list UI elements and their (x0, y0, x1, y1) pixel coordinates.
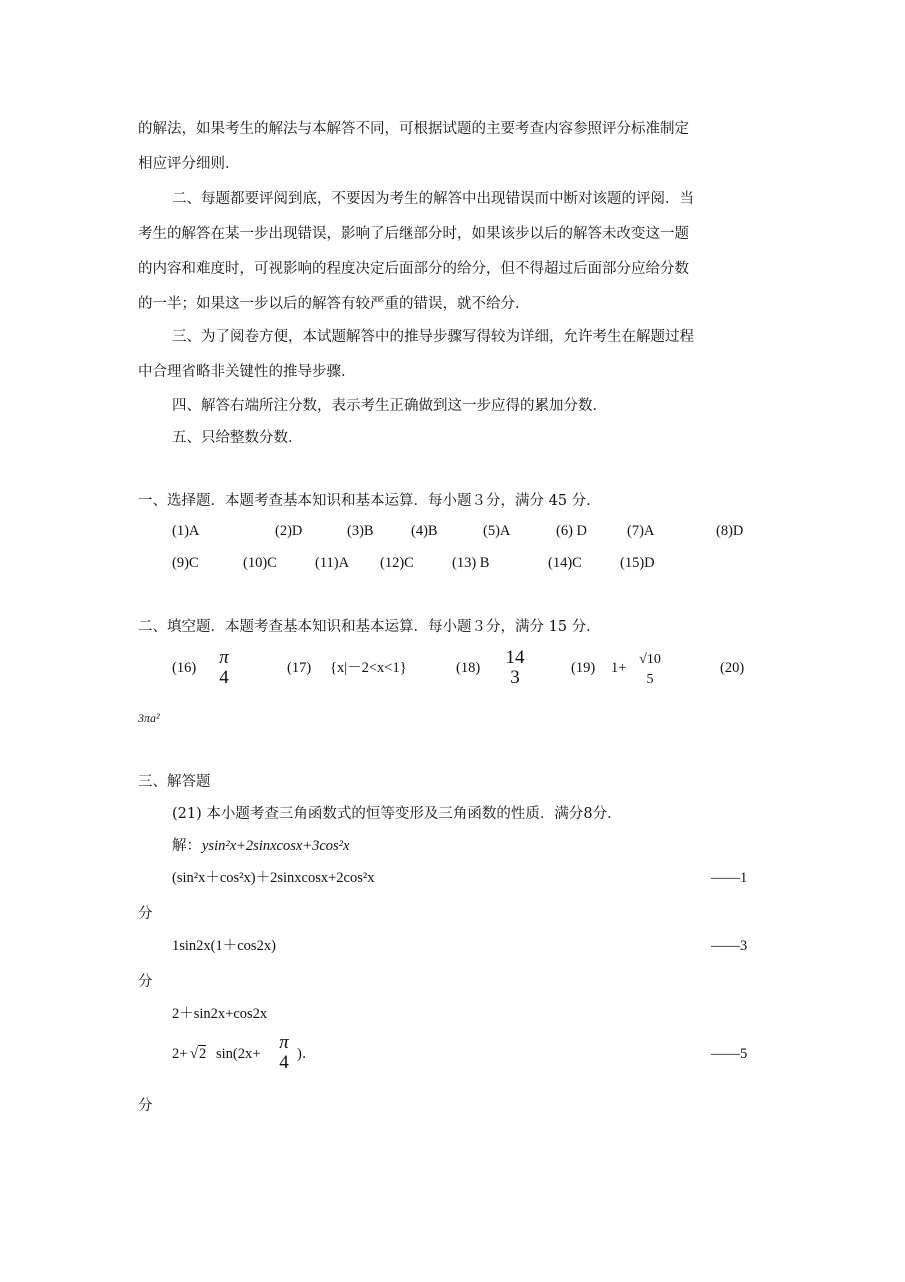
rule-4: 四、解答右端所注分数，表示考生正确做到这一步应得的累加分数． (172, 398, 607, 414)
answer-1: (1)A (172, 523, 200, 539)
q20-answer: 3πa² (138, 711, 160, 725)
rule-2-line-4: 的一半；如果这一步以后的解答有较严重的错误，就不给分． (138, 296, 530, 312)
q21-intro: (21) 本小题考查三角函数式的恒等变形及三角函数的性质．满分8分． (172, 806, 622, 822)
q18-label: (18) (456, 660, 481, 676)
solution-label: 解： (172, 838, 201, 854)
answer-5: (5)A (483, 523, 511, 539)
step-4-score: ——5 (711, 1046, 748, 1062)
answer-4: (4)B (411, 523, 438, 539)
q19-prefix: 1+ (611, 660, 627, 676)
q18-numerator: 14 (505, 647, 525, 668)
section1-heading: 一、选择题．本题考查基本知识和基本运算．每小题３分，满分 45 分． (138, 493, 601, 509)
step-2-score-unit: 分 (138, 974, 153, 990)
solution-step-1: (sin²x＋cos²x)＋2sinxcosx+2cos²x (172, 870, 375, 886)
step-1-score-unit: 分 (138, 906, 153, 922)
intro-line-2: 相应评分细则． (138, 156, 240, 172)
answer-13: (13) B (452, 555, 490, 571)
answer-6: (6) D (556, 523, 588, 539)
answer-10: (10)C (243, 555, 277, 571)
intro-line-1: 的解法，如果考生的解法与本解答不同，可根据试题的主要考查内容参照评分标准制定 (138, 121, 689, 137)
step-2-score: ——3 (711, 938, 748, 954)
q19-fraction (630, 650, 670, 690)
step-4-denominator: 4 (279, 1052, 289, 1073)
q16-label: (16) (172, 660, 197, 676)
q18-fraction (500, 648, 530, 688)
rule-5: 五、只给整数分数． (172, 430, 303, 446)
answer-8: (8)D (716, 523, 744, 539)
section3-heading: 三、解答题 (138, 774, 211, 790)
answer-15: (15)D (620, 555, 655, 571)
answer-2: (2)D (275, 523, 303, 539)
solution-step-3: 2＋sin2x+cos2x (172, 1006, 268, 1022)
rule-2-line-3: 的内容和难度时，可视影响的程度决定后面部分的给分，但不得超过后面部分应给分数 (138, 261, 689, 277)
q19-numerator: √10 (639, 652, 661, 667)
q17-answer: {x|－2<x<1} (330, 660, 407, 676)
q19-label: (19) (571, 660, 596, 676)
step-4-prefix: 2+ (172, 1046, 188, 1062)
answer-7: (7)A (627, 523, 655, 539)
step-4-sqrt: √2 (190, 1046, 207, 1062)
answer-9: (9)C (172, 555, 199, 571)
answer-14: (14)C (548, 555, 582, 571)
step-4-numerator: π (279, 1032, 289, 1053)
step-4-mid: sin(2x+ (216, 1046, 261, 1062)
step-4-sqrt-value: 2 (198, 1046, 207, 1062)
solution-step-2: 1sin2x(1＋cos2x) (172, 938, 276, 954)
solution-step-0: ysin²x+2sinxcosx+3cos²x (202, 838, 350, 854)
section2-heading: 二、填空题．本题考查基本知识和基本运算．每小题３分，满分 15 分． (138, 619, 601, 635)
q20-label: (20) (720, 660, 745, 676)
step-4-suffix: )． (297, 1046, 317, 1062)
answer-12: (12)C (380, 555, 414, 571)
step-1-score: ——1 (711, 870, 748, 886)
rule-3-line-1: 三、为了阅卷方便，本试题解答中的推导步骤写得较为详细，允许考生在解题过程 (172, 329, 694, 345)
q16-denominator: 4 (219, 667, 229, 688)
q16-fraction (212, 648, 236, 688)
rule-3-line-2: 中合理省略非关键性的推导步骤． (138, 364, 356, 380)
answer-3: (3)B (347, 523, 374, 539)
q17-label: (17) (287, 660, 312, 676)
step-4-fraction (273, 1033, 295, 1073)
rule-2-line-1: 二、每题都要评阅到底，不要因为考生的解答中出现错误而中断对该题的评阅．当 (172, 191, 694, 207)
q18-denominator: 3 (510, 667, 520, 688)
q19-denominator: 5 (646, 672, 654, 687)
rule-2-line-2: 考生的解答在某一步出现错误，影响了后继部分时，如果该步以后的解答未改变这一题 (138, 226, 689, 242)
q16-numerator: π (219, 647, 229, 668)
answer-11: (11)A (315, 555, 350, 571)
step-4-score-unit: 分 (138, 1098, 153, 1114)
